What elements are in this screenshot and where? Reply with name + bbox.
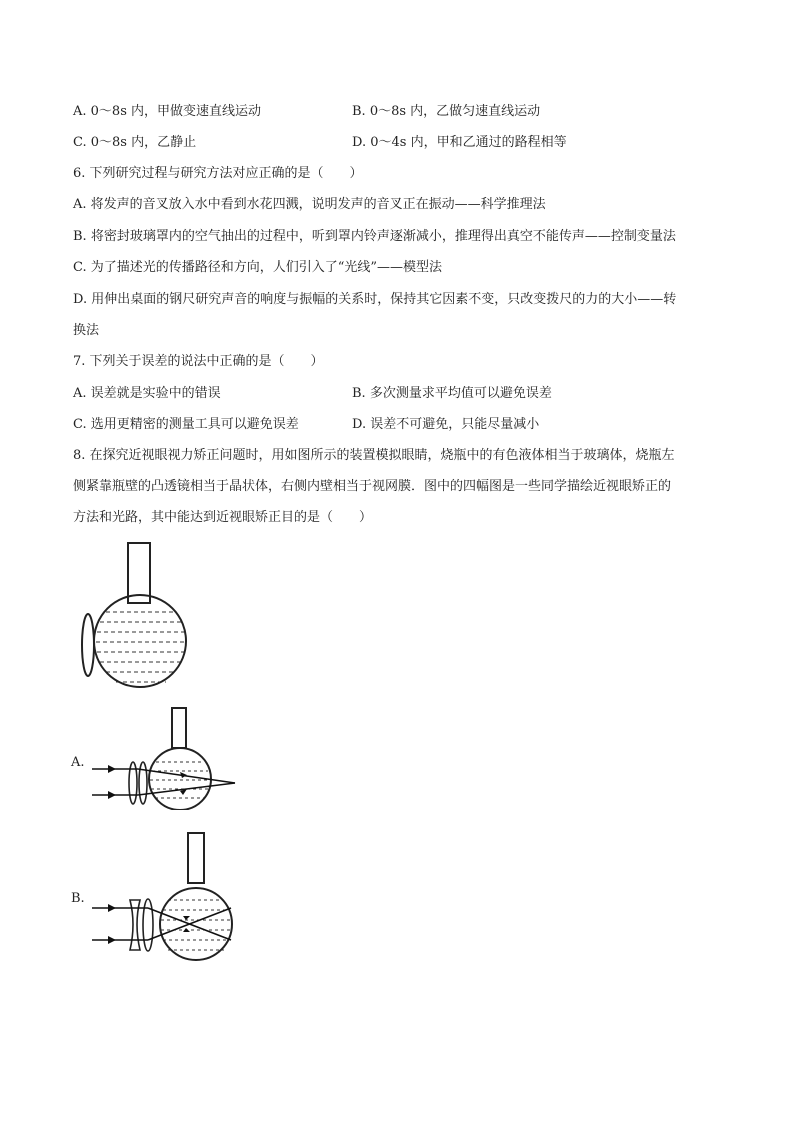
q5-option-d: D. 0～4s 内，甲和乙通过的路程相等 bbox=[352, 135, 567, 150]
q8-stem-line3: 方法和光路，其中能达到近视眼矫正目的是（ ） bbox=[73, 510, 373, 525]
q8-stem-line1: 8. 在探究近视眼视力矫正问题时，用如图所示的装置模拟眼睛，烧瓶中的有色液体相当于玻璃体，烧瓶左 bbox=[73, 448, 675, 463]
q6-option-d-line1: D. 用伸出桌面的钢尺研究声音的响度与振幅的关系时，保持其它因素不变，只改变拨尺的力的大小——转 bbox=[73, 292, 677, 307]
q5-option-c: C. 0～8s 内，乙静止 bbox=[73, 135, 197, 150]
q6-option-b: B. 将密封玻璃罩内的空气抽出的过程中，听到罩内铃声逐渐减小，推理得出真空不能传声——控制变量法 bbox=[73, 229, 676, 244]
q7-stem: 7. 下列关于误差的说法中正确的是（ ） bbox=[73, 354, 324, 369]
q8-option-a-label: A. bbox=[71, 755, 85, 770]
q6-option-a: A. 将发声的音叉放入水中看到水花四溅，说明发声的音叉正在振动——科学推理法 bbox=[73, 197, 546, 212]
q7-option-b: B. 多次测量求平均值可以避免误差 bbox=[352, 386, 552, 401]
q5-option-a: A. 0～8s 内，甲做变速直线运动 bbox=[73, 104, 261, 119]
option-a-figure bbox=[90, 705, 240, 810]
q5-option-b: B. 0～8s 内，乙做匀速直线运动 bbox=[352, 104, 541, 119]
q7-option-c: C. 选用更精密的测量工具可以避免误差 bbox=[73, 417, 299, 432]
q8-stem-line2: 侧紧靠瓶壁的凸透镜相当于晶状体，右侧内壁相当于视网膜．图中的四幅图是一些同学描绘近视眼矫正的 bbox=[73, 479, 672, 494]
q8-option-b-label: B. bbox=[71, 891, 85, 906]
q7-option-a: A. 误差就是实验中的错误 bbox=[73, 386, 221, 401]
eye-model-figure bbox=[76, 540, 196, 695]
option-b-figure bbox=[90, 830, 240, 965]
q6-option-c: C. 为了描述光的传播路径和方向，人们引入了“光线”——模型法 bbox=[73, 260, 443, 275]
q6-stem: 6. 下列研究过程与研究方法对应正确的是（ ） bbox=[73, 166, 363, 181]
q6-option-d-line2: 换法 bbox=[73, 323, 100, 338]
q7-option-d: D. 误差不可避免，只能尽量减小 bbox=[352, 417, 540, 432]
